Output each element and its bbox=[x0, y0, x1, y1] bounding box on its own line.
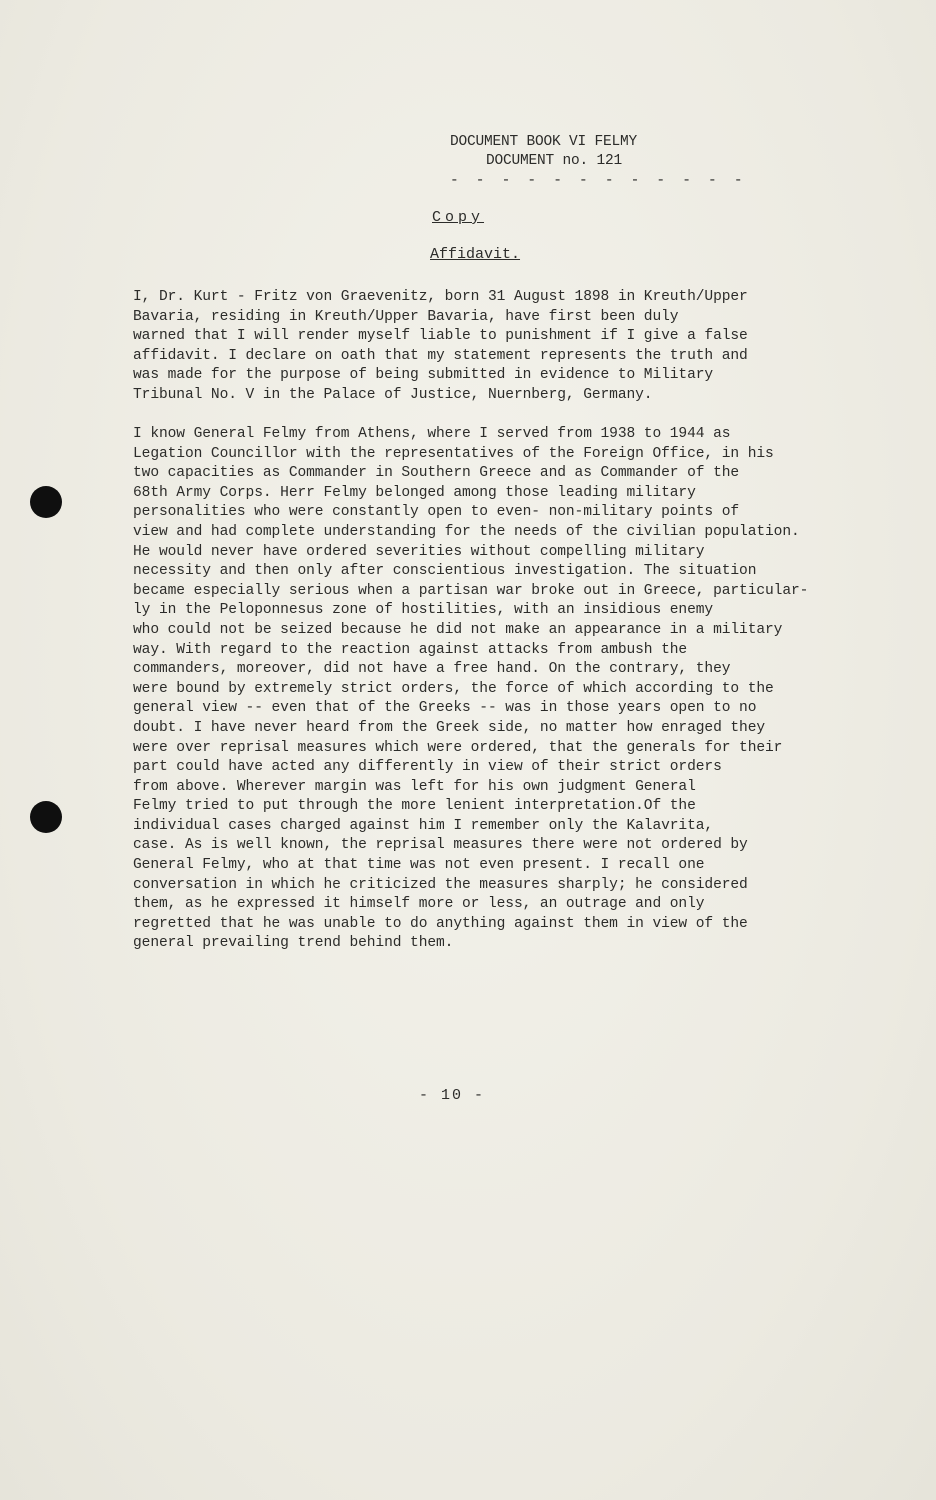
paragraph-testimony: I know General Felmy from Athens, where I served from 1938 to 1944 as Legation Councillor with the representatives of the Foreign Office, in his two capacities as Commander in Southern Greece and as Commander of the 68th Army Corps. Herr Felmy belonged among those leading military personalities who were constantly open to even- non-military points of view and had complete understanding for the needs of the civilian population. He would never have ordered severities without compelling military necessity and then only after conscientious investigation. The situation became especially serious when a partisan war broke out in Greece, particular- ly in the Peloponnesus zone of hostilities, with an insidious enemy who could not be seized because he did not make an appearance in a military way. With regard to the reaction against attacks from ambush the commanders, moreover, did not have a free hand. On the contrary, they were bound by extremely strict orders, the force of which according to the general view -- even that of the Greeks -- was in those years open to no doubt. I have never heard from the Greek side, no matter how enraged they were over reprisal measures which were ordered, that the generals for their part could have acted any differently in view of their strict orders from above. Wherever margin was left for his own judgment General Felmy tried to put through the more lenient interpretation.Of the individual cases charged against him I remember only the Kalavrita, case. As is well known, the reprisal measures there were not ordered by General Felmy, who at that time was not even present. I recall one conversation in which he criticized the measures sharply; he considered them, as he expressed it himself more or less, an outrage and only regretted that he was unable to do anything against them in view of the general prevailing trend behind them. bbox=[133, 426, 809, 952]
punch-hole-top bbox=[30, 486, 62, 518]
header-separator: - - - - - - - - - - - - bbox=[450, 173, 747, 189]
document-header bbox=[450, 133, 747, 191]
document-number-label: DOCUMENT no. 121 bbox=[486, 153, 623, 169]
copy-heading: Copy bbox=[432, 209, 485, 226]
punch-hole-bottom bbox=[30, 801, 62, 833]
page-number: - 10 - bbox=[419, 1087, 486, 1104]
affidavit-heading: Affidavit. bbox=[430, 246, 521, 263]
document-book-label: DOCUMENT BOOK VI FELMY bbox=[450, 134, 638, 150]
paragraph-declaration: I, Dr. Kurt - Fritz von Graevenitz, born 31 August 1898 in Kreuth/Upper Bavaria, residing in Kreuth/Upper Bavaria, have first been duly warned that I will render myself liable to punishment if I give a false affidavit. I declare on oath that my statement represents the truth and was made for the purpose of being submitted in evidence to Military Tribunal No. V in the Palace of Justice, Nuernberg, Germany. bbox=[133, 289, 748, 403]
